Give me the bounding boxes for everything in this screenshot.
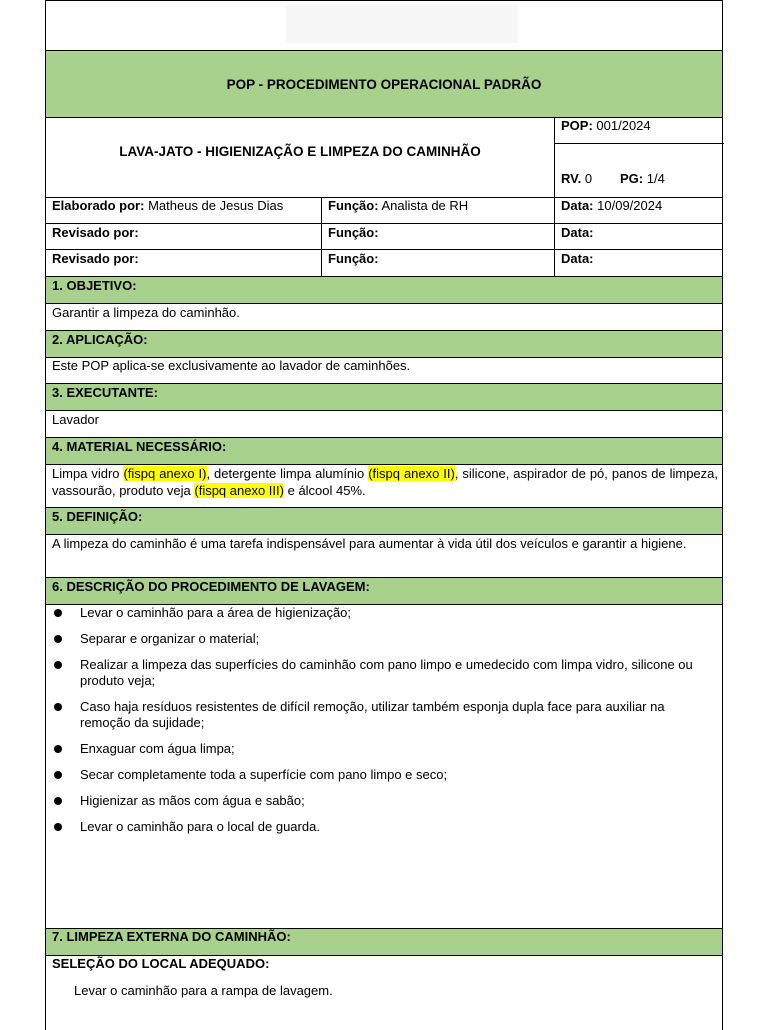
elaborado-por: Elaborado por: Matheus de Jesus Dias: [52, 198, 284, 213]
data: Data:: [561, 251, 594, 266]
divider: [46, 534, 722, 535]
list-item: Levar o caminhão para o local de guarda.: [52, 819, 712, 835]
bullet-icon: [54, 635, 62, 643]
list-item: Caso haja resíduos resistentes de difícil remoção, utilizar também esponja dupla face para auxiliar na remoção da sujidade;: [52, 699, 712, 731]
divider: [554, 143, 724, 144]
bullet-icon: [54, 797, 62, 805]
page-number: PG: 1/4: [620, 171, 665, 186]
material-text: Limpa vidro (fispq anexo I), detergente limpa alumínio (fispq anexo II), silicone, aspirador de pó, panos de limpeza, vassourão, produto veja (fispq anexo III) e álcool 45%.: [52, 466, 718, 498]
divider: [46, 223, 722, 224]
section-title-material: 4. MATERIAL NECESSÁRIO:: [52, 439, 227, 454]
section-title-descricao: 6. DESCRIÇÃO DO PROCEDIMENTO DE LAVAGEM:: [52, 579, 370, 594]
list-item: Higienizar as mãos com água e sabão;: [52, 793, 712, 809]
company-logo: [286, 5, 518, 43]
section-title-definicao: 5. DEFINIÇÃO:: [52, 509, 143, 524]
aplicacao-text: Este POP aplica-se exclusivamente ao lavador de caminhões.: [52, 358, 411, 373]
list-item: Realizar a limpeza das superfícies do caminhão com pano limpo e umedecido com limpa vidro, silicone ou produto veja;: [52, 657, 712, 689]
bullet-icon: [54, 703, 62, 711]
bullet-icon: [54, 823, 62, 831]
funcao: Função: Analista de RH: [328, 198, 469, 213]
executante-text: Lavador: [52, 412, 99, 427]
list-item: Enxaguar com água limpa;: [52, 741, 712, 757]
data: Data: 10/09/2024: [561, 198, 663, 213]
section-title-objetivo: 1. OBJETIVO:: [52, 278, 137, 293]
revision: RV. 0: [561, 171, 593, 186]
pop-number: POP: 001/2024: [561, 118, 651, 133]
list-item: Levar o caminhão para a área de higienização;: [52, 605, 712, 621]
bullet-icon: [54, 661, 62, 669]
limpeza-externa-text: Levar o caminhão para a rampa de lavagem.: [74, 983, 333, 998]
revisado-por: Revisado por:: [52, 251, 139, 266]
list-item: Secar completamente toda a superfície com pano limpo e seco;: [52, 767, 712, 783]
pop-document: [45, 0, 723, 1030]
procedure-title: LAVA-JATO - HIGIENIZAÇÃO E LIMPEZA DO CAMINHÃO: [119, 144, 481, 159]
funcao: Função:: [328, 251, 379, 266]
bullet-icon: [54, 609, 62, 617]
list-item: Separar e organizar o material;: [52, 631, 712, 647]
divider: [46, 249, 722, 250]
objetivo-text: Garantir a limpeza do caminhão.: [52, 305, 240, 320]
section-header-bg: [46, 508, 722, 534]
funcao: Função:: [328, 225, 379, 240]
column-divider: [321, 197, 322, 277]
bullet-icon: [54, 745, 62, 753]
divider: [46, 303, 722, 304]
data: Data:: [561, 225, 594, 240]
revisado-por: Revisado por:: [52, 225, 139, 240]
section-header-bg: [46, 277, 722, 303]
section-title-aplicacao: 2. APLICAÇÃO:: [52, 332, 148, 347]
bullet-icon: [54, 771, 62, 779]
divider: [46, 410, 722, 411]
section-title-executante: 3. EXECUTANTE:: [52, 385, 158, 400]
section-title-limpeza-externa: 7. LIMPEZA EXTERNA DO CAMINHÃO:: [52, 929, 291, 944]
doc-title: POP - PROCEDIMENTO OPERACIONAL PADRÃO: [226, 77, 542, 92]
procedure-steps-list: [52, 605, 712, 845]
definicao-text: A limpeza do caminhão é uma tarefa indispensável para aumentar à vida útil dos veículos e garantir a higiene.: [52, 536, 687, 551]
subsection-title: SELEÇÃO DO LOCAL ADEQUADO:: [52, 956, 270, 971]
